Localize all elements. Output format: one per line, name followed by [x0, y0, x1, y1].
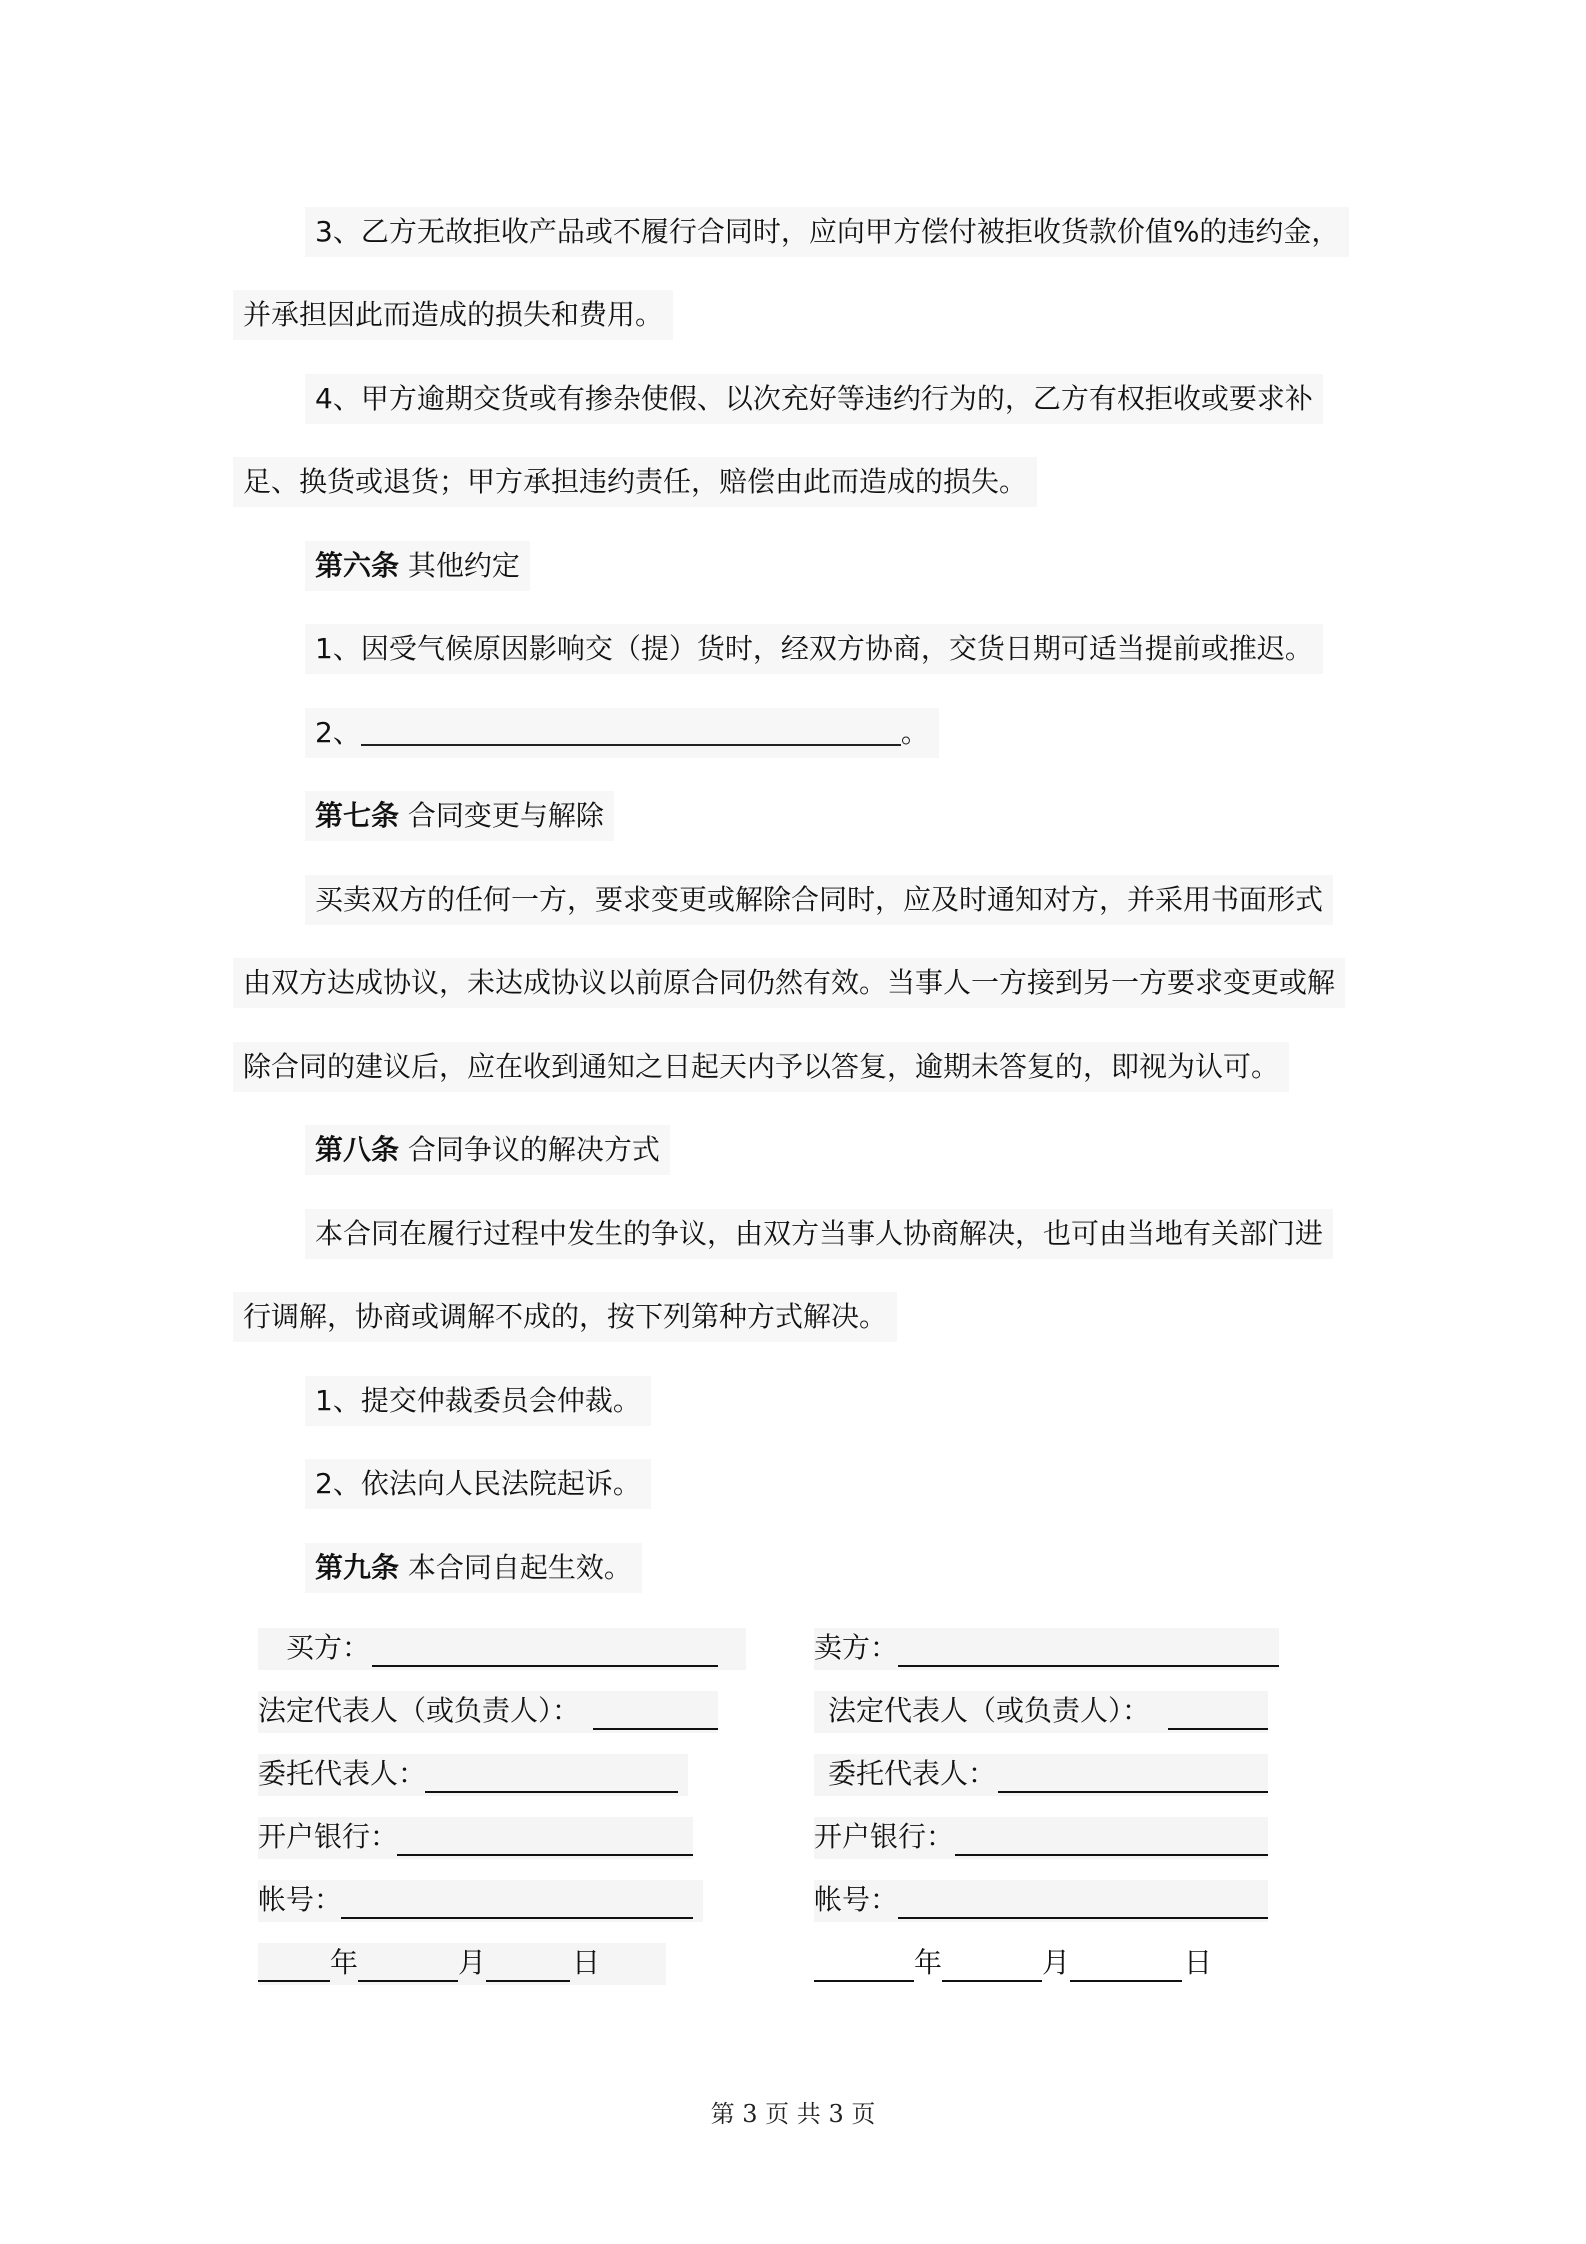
month-label: 月	[458, 1946, 487, 1979]
seller-day-line[interactable]	[1070, 1980, 1182, 1982]
day-label: 日	[1184, 1946, 1213, 1979]
seller-legal-rep-line[interactable]	[1168, 1728, 1268, 1730]
paragraph-line: 1、提交仲裁委员会仲裁。	[305, 1376, 651, 1426]
paragraph-line: 2、依法向人民法院起诉。	[305, 1459, 651, 1509]
article-number: 第七条	[315, 799, 400, 832]
buyer-account-line[interactable]	[341, 1917, 693, 1919]
buyer-year-line[interactable]	[258, 1980, 330, 1982]
item-number: 2、	[315, 716, 361, 749]
page-footer: 第 3 页 共 3 页	[710, 2100, 876, 2128]
article-8-heading	[305, 1125, 670, 1175]
article-number: 第九条	[315, 1551, 400, 1584]
seller-agent-line[interactable]	[998, 1791, 1268, 1793]
item-end: 。	[900, 716, 929, 749]
article-6-heading	[305, 541, 530, 591]
seller-bank-label: 开户银行：	[814, 1817, 1268, 1859]
paragraph-line: 本合同在履行过程中发生的争议，由双方当事人协商解决，也可由当地有关部门进	[305, 1209, 1333, 1259]
seller-month-line[interactable]	[942, 1980, 1042, 1982]
paragraph-line: 行调解，协商或调解不成的，按下列第种方式解决。	[233, 1292, 897, 1342]
month-label: 月	[1042, 1946, 1071, 1979]
paragraph-line: 3、乙方无故拒收产品或不履行合同时，应向甲方偿付被拒收货款价值%的违约金，	[305, 207, 1349, 257]
seller-agent-label: 委托代表人：	[814, 1754, 1268, 1796]
seller-account-line[interactable]	[898, 1917, 1268, 1919]
article-number: 第六条	[315, 549, 400, 582]
article-title: 合同变更与解除	[399, 799, 604, 832]
buyer-legal-rep-line[interactable]	[593, 1728, 718, 1730]
article-title: 合同争议的解决方式	[399, 1133, 660, 1166]
buyer-day-line[interactable]	[486, 1980, 570, 1982]
year-label: 年	[914, 1946, 943, 1979]
article-7-heading	[305, 791, 614, 841]
buyer-bank-line[interactable]	[397, 1854, 693, 1856]
seller-account-label: 帐号：	[814, 1880, 1268, 1922]
seller-label: 卖方：	[814, 1628, 1279, 1670]
paragraph-line: 除合同的建议后，应在收到通知之日起天内予以答复，逾期未答复的，即视为认可。	[233, 1042, 1289, 1092]
paragraph-line: 1、因受气候原因影响交（提）货时，经双方协商，交货日期可适当提前或推迟。	[305, 624, 1323, 674]
seller-bank-line[interactable]	[955, 1854, 1268, 1856]
blank-fill-line[interactable]	[361, 714, 901, 746]
article-title: 其他约定	[399, 549, 520, 582]
day-label: 日	[572, 1946, 601, 1979]
buyer-month-line[interactable]	[358, 1980, 458, 1982]
paragraph-line: 买卖双方的任何一方，要求变更或解除合同时，应及时通知对方，并采用书面形式	[305, 875, 1333, 925]
buyer-signature-line[interactable]	[372, 1665, 718, 1667]
year-label: 年	[330, 1946, 359, 1979]
buyer-account-label: 帐号：	[258, 1880, 703, 1922]
seller-signature-line[interactable]	[898, 1665, 1279, 1667]
paragraph-line: 由双方达成协议，未达成协议以前原合同仍然有效。当事人一方接到另一方要求变更或解	[233, 958, 1345, 1008]
buyer-bank-label: 开户银行：	[258, 1817, 693, 1859]
buyer-agent-label: 委托代表人：	[258, 1754, 688, 1796]
paragraph-line-blank	[305, 708, 939, 758]
buyer-legal-rep-label: 法定代表人（或负责人）：	[258, 1691, 718, 1733]
paragraph-line: 并承担因此而造成的损失和费用。	[233, 290, 673, 340]
buyer-label: 买方：	[258, 1628, 746, 1670]
paragraph-line: 足、换货或退货；甲方承担违约责任，赔偿由此而造成的损失。	[233, 457, 1037, 507]
paragraph-line: 4、甲方逾期交货或有掺杂使假、以次充好等违约行为的，乙方有权拒收或要求补	[305, 374, 1323, 424]
article-number: 第八条	[315, 1133, 400, 1166]
article-9-heading	[305, 1543, 642, 1593]
seller-year-line[interactable]	[814, 1980, 914, 1982]
article-title: 本合同自起生效。	[399, 1551, 632, 1584]
buyer-agent-line[interactable]	[425, 1791, 678, 1793]
seller-legal-rep-label: 法定代表人（或负责人）：	[814, 1691, 1268, 1733]
